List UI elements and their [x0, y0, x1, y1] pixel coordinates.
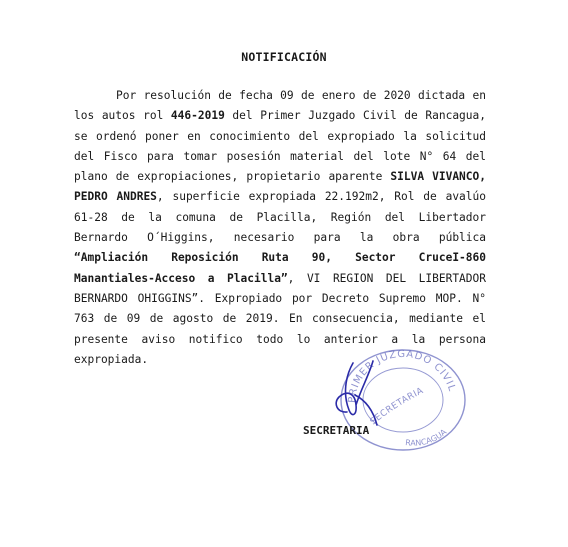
text-segment: , VI REGION DEL LIBERTADOR BERNARDO OHIGGINS”. Expropiado por Decreto Supremo MOP. N° 763 de 09 de agosto de 2019. En consecuencia, mediante el presente aviso notifico todo lo anterior a la persona expropiada. — [74, 271, 486, 366]
notification-body — [74, 86, 486, 370]
project-name: “Ampliación Reposición Ruta 90, Sector CruceI-860 Manantiales-Acceso a Placilla” — [74, 251, 486, 285]
seal-bottom-text: RANCAGUA — [404, 427, 449, 448]
owner-name: SILVA VIVANCO, PEDRO ANDRES — [74, 170, 486, 204]
notification-paragraph — [74, 86, 486, 370]
case-number: 446-2019 — [170, 109, 225, 123]
seal-center-text: SECRETARIA — [368, 386, 426, 428]
handwritten-signature — [325, 355, 385, 435]
svg-text:RANCAGUA — [405, 427, 449, 448]
seal-outer-text: PRIMER JUZGADO CIVIL — [346, 348, 458, 404]
text-segment: Por resolución de fecha 09 de enero de 2020 dictada en los autos rol — [74, 89, 486, 123]
signatory-title: SECRETARIA — [303, 424, 370, 437]
document-title: NOTIFICACIÓN — [241, 50, 327, 64]
text-segment: del Primer Juzgado Civil de Rancagua, se ordenó poner en conocimiento del expropiado la solicitud del Fisco para tomar posesión material del lote N° 64 del plano de expropiaciones, propietario aparente — [74, 109, 486, 184]
text-segment: , superficie expropiada 22.192m2, Rol de avalúo 61-28 de la comuna de Placilla, Región del Libertador Bernardo O´Higgins, necesario para la obra pública — [74, 190, 486, 245]
